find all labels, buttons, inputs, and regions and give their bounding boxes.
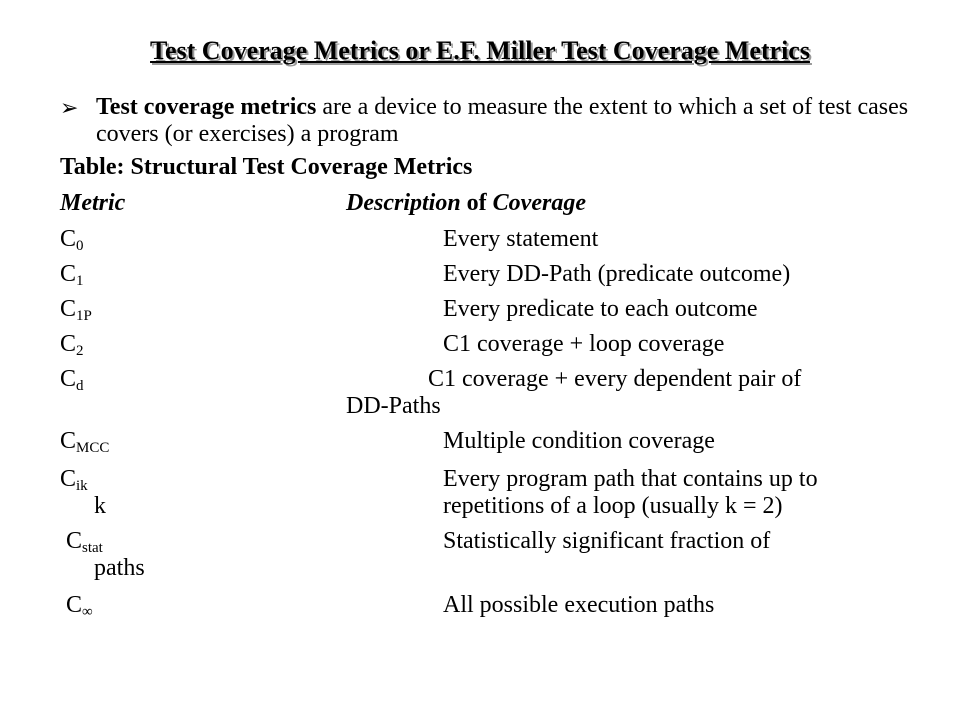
metric-description: Every program path that contains up to — [443, 466, 818, 492]
metric-subscript: ∞ — [82, 604, 93, 620]
metric-description: C1 coverage + loop coverage — [443, 331, 725, 357]
metric-description-continued: DD-Paths — [346, 393, 441, 419]
header-desc-word-2: of — [466, 190, 487, 216]
header-desc-word-3: Coverage — [492, 190, 586, 216]
metric-subscript: d — [76, 378, 84, 394]
metric-base: C — [60, 428, 77, 454]
metric-subscript: 2 — [76, 343, 84, 359]
metric-description: Every predicate to each outcome — [443, 296, 758, 322]
metric-label — [60, 466, 88, 500]
arrow-bullet-icon: ➢ — [60, 95, 79, 120]
metric-base: C — [66, 592, 83, 618]
metric-base: C — [66, 528, 83, 554]
metric-description: Every statement — [443, 226, 599, 252]
table-title: Table: Structural Test Coverage Metrics — [60, 154, 473, 180]
metric-subscript: ik — [76, 478, 88, 494]
metric-subscript: stat — [82, 540, 103, 556]
metric-base: C — [60, 331, 77, 357]
metric-label — [60, 296, 92, 330]
metric-label — [60, 226, 84, 260]
metric-base: C — [60, 366, 77, 392]
metric-subscript: MCC — [76, 440, 110, 456]
metric-base: C — [60, 226, 77, 252]
bullet-rest: are a device to measure the extent to which a set of test cases covers (or exercises) a program — [96, 94, 909, 147]
metric-subscript: 1P — [76, 308, 92, 324]
metric-label-continued: k — [94, 493, 106, 519]
metric-description: Multiple condition coverage — [443, 428, 715, 454]
metric-base: C — [60, 296, 77, 322]
metric-description: Every DD-Path (predicate outcome) — [443, 261, 791, 287]
metric-subscript: 1 — [76, 273, 84, 289]
header-desc-word-1: Description — [346, 190, 461, 216]
metric-label — [66, 592, 93, 626]
bullet-point — [60, 94, 920, 148]
metric-subscript: 0 — [76, 238, 84, 254]
metric-base: C — [60, 466, 77, 492]
metric-description: Statistically significant fraction of — [443, 528, 771, 554]
metric-description: C1 coverage + every dependent pair of — [428, 366, 802, 392]
metric-description-continued: repetitions of a loop (usually k = 2) — [443, 493, 783, 519]
bullet-bold-term: Test coverage metrics — [96, 94, 317, 120]
header-metric: Metric — [60, 190, 126, 216]
metric-label — [60, 428, 109, 462]
slide-title: Test Coverage Metrics or E.F. Miller Test Coverage Metrics — [150, 36, 810, 65]
metric-base: C — [60, 261, 77, 287]
bullet-text — [96, 94, 920, 148]
metric-label — [60, 331, 84, 365]
header-description — [346, 190, 586, 217]
metric-label-continued: paths — [94, 555, 145, 581]
metric-description: All possible execution paths — [443, 592, 715, 618]
metric-label — [60, 366, 84, 400]
metric-label — [60, 261, 84, 295]
